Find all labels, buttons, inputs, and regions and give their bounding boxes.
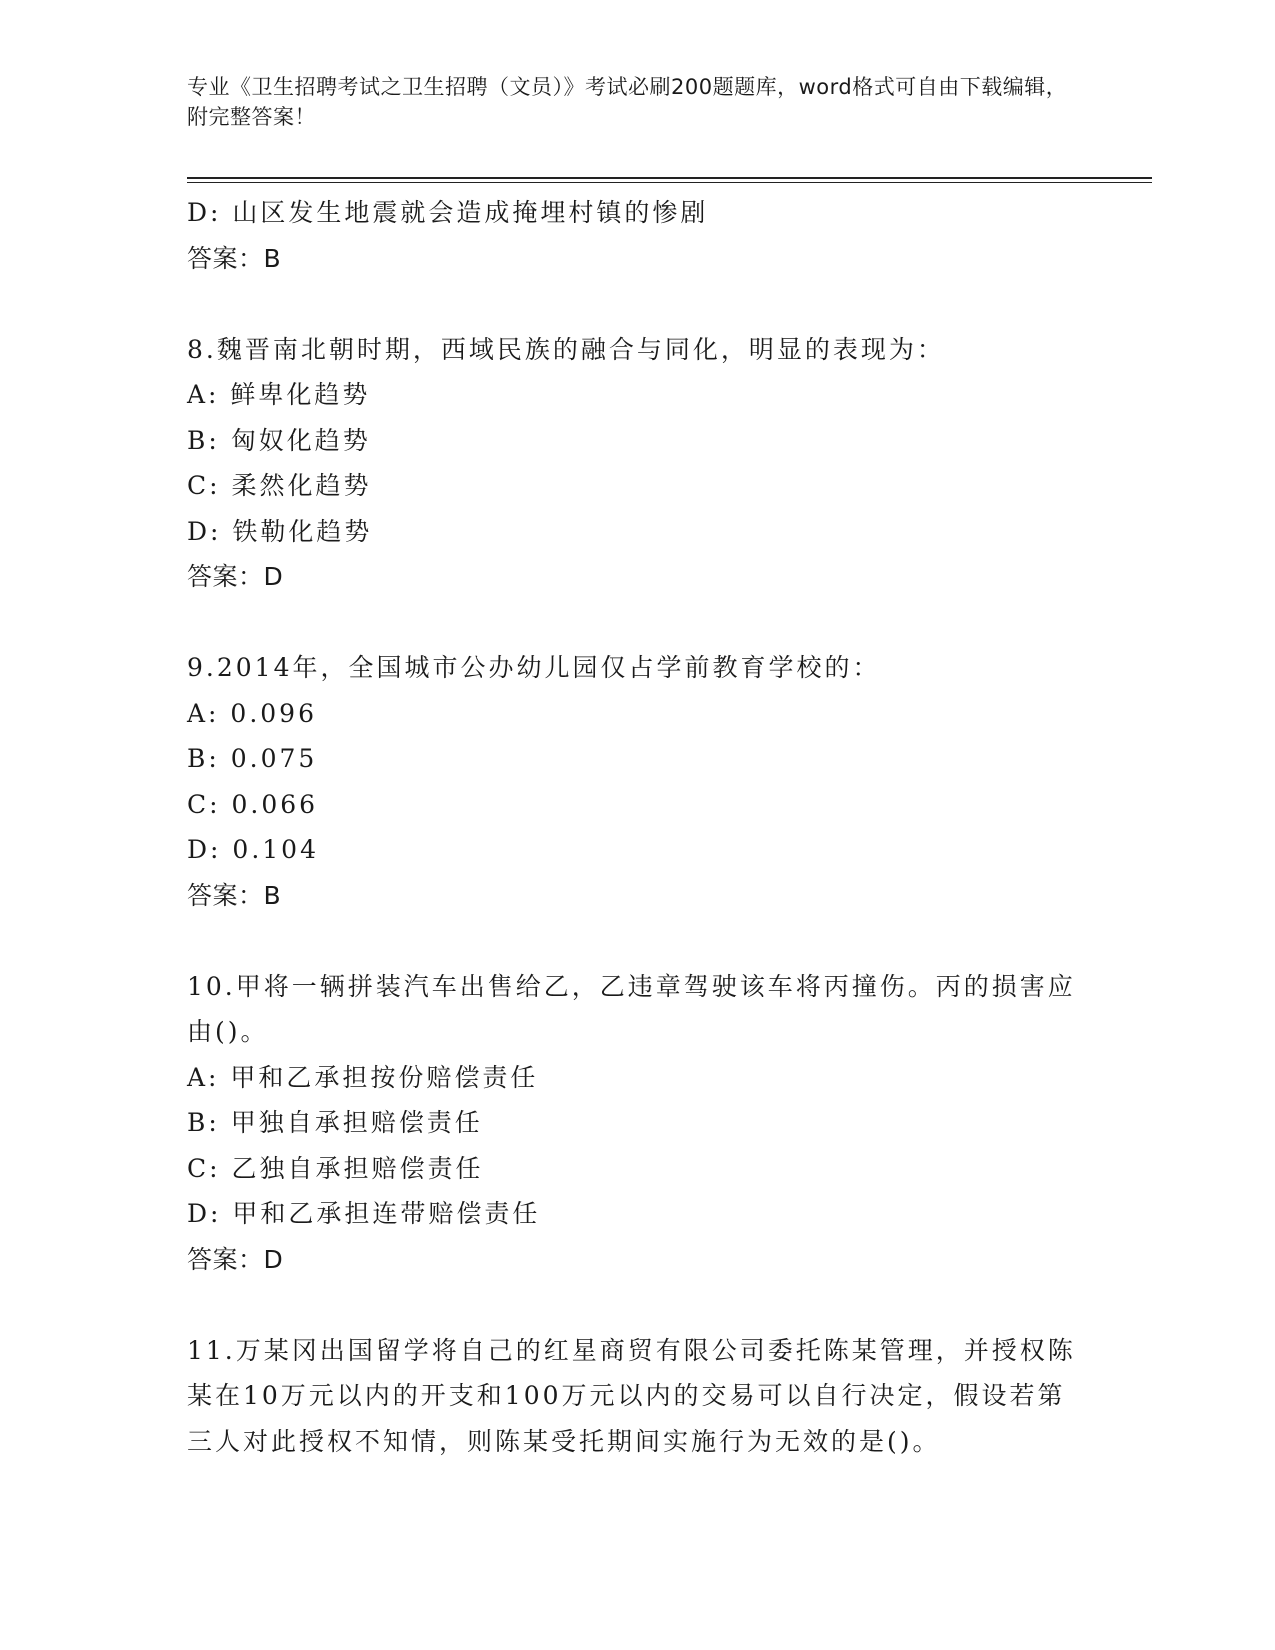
option-b: B: 0.075 [187,744,318,773]
question-9 [187,645,1087,918]
spacer [187,1282,1087,1328]
option-c: C: 0.066 [187,789,319,819]
question-stem: 10.甲将一辆拼装汽车出售给乙，乙违章驾驶该车将丙撞伤。丙的损害应由()。 [187,971,1076,1046]
page-header [187,72,1087,132]
answer: 答案：D [187,1244,284,1274]
header-divider [187,177,1152,183]
option-b: B: 匈奴化趋势 [187,425,371,455]
option-b: B: 甲独自承担赔偿责任 [187,1108,483,1137]
option-a: A: 0.096 [187,698,317,728]
question-stem: 8.魏晋南北朝时期，西域民族的融合与同化，明显的表现为： [187,334,945,364]
header-text: 专业《卫生招聘考试之卫生招聘（文员）》考试必刷200题题库，word格式可自由下载编辑，附完整答案！ [187,75,1068,129]
option-d: D: 铁勒化趋势 [187,516,373,546]
option-c: C: 柔然化趋势 [187,471,372,500]
spacer [187,281,1087,327]
answer: 答案：D [187,562,284,591]
answer: 答案：B [187,880,282,910]
option-a: A: 鲜卑化趋势 [187,380,371,409]
question-11 [187,1328,1087,1465]
question-stem: 9.2014年，全国城市公办幼儿园仅占学前教育学校的： [187,653,881,682]
option-d: D: 0.104 [187,835,319,864]
spacer [187,600,1087,646]
question-stem: 11.万某冈出国留学将自己的红星商贸有限公司委托陈某管理，并授权陈某在10万元以内的开支和100万元以内的交易可以自行决定，假设若第三人对此授权不知情，则陈某受托期间实施行为无效的是()。 [187,1335,1076,1456]
question-8 [187,327,1087,600]
option-a: A: 甲和乙承担按份赔偿责任 [187,1062,539,1092]
spacer [187,918,1087,964]
q7-answer: 答案：B [187,243,282,273]
option-d: D: 甲和乙承担连带赔偿责任 [187,1199,541,1228]
q7-option-d: D: 山区发生地震就会造成掩埋村镇的惨剧 [187,198,709,227]
document-body [187,190,1087,1464]
option-c: C: 乙独自承担赔偿责任 [187,1153,484,1183]
question-10 [187,964,1087,1283]
